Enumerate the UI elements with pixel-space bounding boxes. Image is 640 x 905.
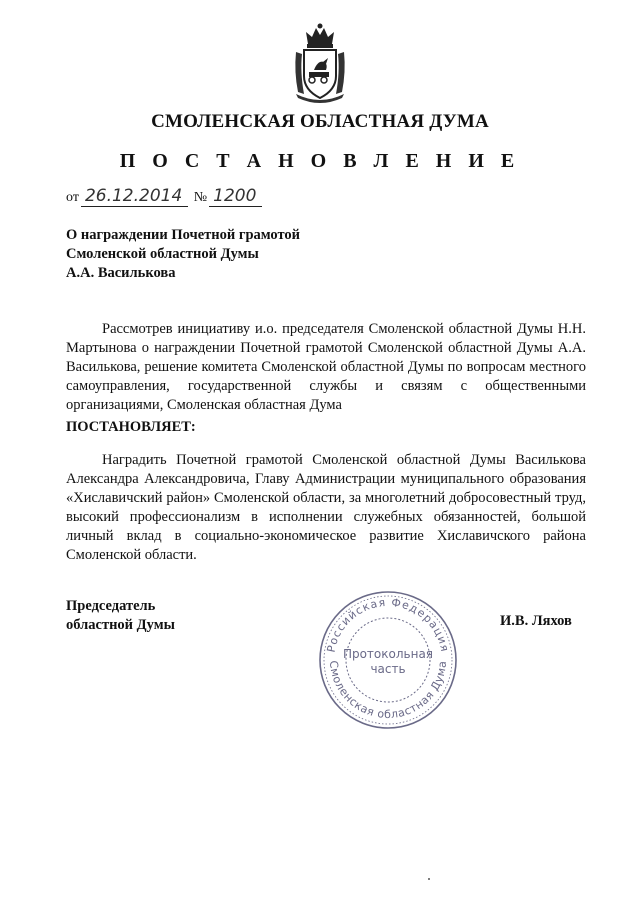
subject-line-1: О награждении Почетной грамотой	[66, 227, 301, 243]
stamp-center-line-1: Протокольная	[342, 647, 434, 661]
scan-speck	[428, 878, 430, 880]
stamp-outer-text-bottom: Смоленская областная Дума	[326, 660, 450, 722]
stamp-outer-text-top: Российская Федерация	[324, 595, 452, 654]
signatory-title	[66, 597, 175, 635]
number-prefix: №	[193, 190, 208, 205]
signatory-name: И.В. Ляхов	[500, 613, 572, 629]
coat-of-arms-icon	[292, 22, 348, 104]
signatory-title-line-1: Председатель	[66, 598, 156, 614]
date-number-line	[66, 186, 264, 207]
date-prefix: от	[66, 190, 79, 205]
handwritten-date: 26.12.2014	[81, 186, 188, 207]
signatory-title-line-2: областной Думы	[66, 617, 175, 633]
svg-text:Российская Федерация	[325, 596, 452, 654]
organization-name: СМОЛЕНСКАЯ ОБЛАСТНАЯ ДУМА	[151, 111, 489, 132]
official-stamp	[316, 588, 460, 732]
preamble-paragraph: Рассмотрев инициативу и.о. председателя Смоленской областной Думы Н.Н. Мартынова о награждении Почетной грамотой Смоленской областной Думы А.А. Василькова, решение комитета Смоленской областной Думы по вопросам местного самоуправления, государственной службы и связям с общественными организациями, Смоленская областная Дума	[66, 321, 586, 413]
subject-line-3: А.А. Василькова	[66, 265, 176, 281]
subject-line-2: Смоленской областной Думы	[66, 246, 259, 262]
stamp-center-line-2: часть	[370, 662, 406, 676]
document-type: П О С Т А Н О В Л Е Н И Е	[119, 150, 521, 172]
handwritten-number: 1200	[209, 186, 262, 207]
document-subject	[66, 226, 300, 283]
resolution-paragraph: Наградить Почетной грамотой Смоленской областной Думы Василькова Александра Александровича, Главу Администрации муниципального образования «Хиславичский район» Смоленской области, за многолетний добросовестный труд, высокий профессионализм в исполнении служебных обязанностей, большой личный вклад в социально-экономическое развитие Хиславичского района Смоленской области.	[66, 452, 586, 563]
decree-label: ПОСТАНОВЛЯЕТ:	[66, 419, 196, 435]
